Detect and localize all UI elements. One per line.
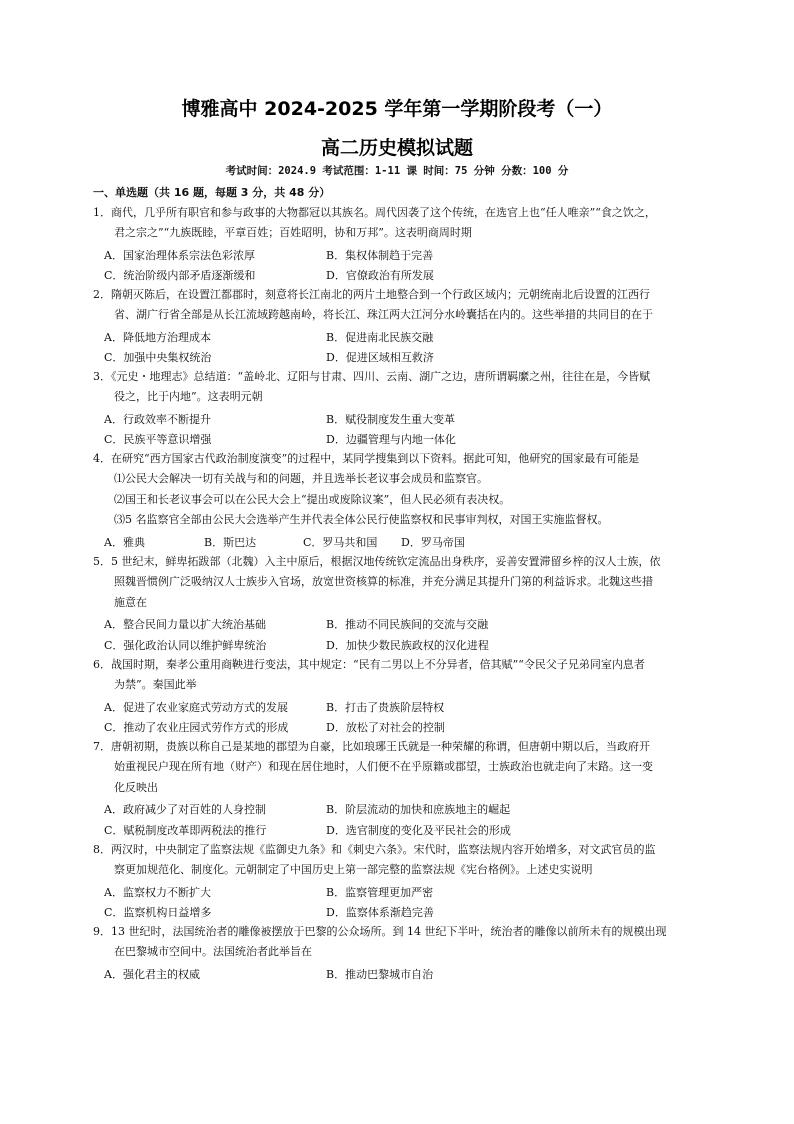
question-7-option-d: D．选官制度的变化及平民社会的形成: [326, 824, 511, 837]
question-4-option-b: B．斯巴达: [204, 536, 257, 549]
section-title: 一、单选题（共 16 题，每题 3 分，共 48 分）: [93, 186, 331, 199]
question-3-option-d: D．边疆管理与内地一体化: [326, 433, 456, 446]
question-8-option-d: D．监察体系渐趋完善: [326, 906, 434, 919]
question-4-option-d: D．罗马帝国: [401, 536, 465, 549]
question-2-option-d: D．促进区域相互救济: [326, 351, 434, 364]
question-5-option-c: C．强化政治认同以维护鲜卑统治: [104, 639, 267, 652]
question-1-option-a: A．国家治理体系宗法色彩浓厚: [104, 249, 255, 262]
question-5-option-b: B．推动不同民族间的交流与交融: [326, 618, 489, 631]
question-6-option-d: D．放松了对社会的控制: [326, 721, 445, 734]
question-4-option-c: C．罗马共和国: [303, 536, 378, 549]
question-2-option-b: B．促进南北民族交融: [326, 331, 434, 344]
question-5-line-3: 施意在: [114, 596, 147, 609]
question-1-line-2: 君之宗之”“九族既睦，平章百姓；百姓昭明，协和万邦”。这表明商周时期: [114, 226, 472, 239]
question-7-line-1: 7．唐朝初期，贵族以称自己是某地的郡望为自豪，比如琅琊王氏就是一种荣耀的称谓，但唐朝中期以后，当政府开: [93, 740, 650, 753]
question-8-option-c: C．监察机构日益增多: [104, 906, 212, 919]
question-8-line-1: 8．两汉时，中央制定了监察法规《监御史九条》和《刺史六条》。宋代时，监察法规内容开始增多，对文武官员的监: [93, 843, 656, 856]
question-1-option-c: C．统治阶级内部矛盾逐渐缓和: [104, 269, 256, 282]
question-2-option-c: C．加强中央集权统治: [104, 351, 212, 364]
question-3-line-2: 役之，比于内地”。这表明元朝: [114, 390, 263, 403]
question-1-option-d: D．官僚政治有所发展: [326, 269, 434, 282]
exam-meta: 考试时间：2024.9 考试范围：1-11 课 时间：75 分钟 分数：100 分: [225, 165, 569, 177]
question-8-option-b: B．监察管理更加严密: [326, 886, 434, 899]
question-3-line-1: 3．《元史・地理志》总结道：“盖岭北、辽阳与甘肃、四川、云南、湖广之边，唐所谓羁縻之州，往往在是，今皆赋: [93, 370, 651, 383]
question-2-line-1: 2．隋朝灭陈后，在设置江都郡时，刻意将长江南北的两片土地整合到一个行政区域内；元朝统南北后设置的江西行: [93, 288, 650, 301]
question-3-option-a: A．行政效率不断提升: [104, 413, 211, 426]
question-6-option-a: A．促进了农业家庭式劳动方式的发展: [104, 701, 288, 714]
question-4-material-1: ⑴公民大会解决一切有关战与和的问题，并且选举长老议事会成员和监察官。: [114, 472, 488, 485]
question-8-line-2: 察更加规范化、制度化。元朝制定了中国历史上第一部完整的监察法规《宪台格例》。上述史实说明: [114, 863, 593, 876]
question-4-material-2: ⑵国王和长老议事会可以在公民大会上“提出或废除议案”，但人民必须有表决权。: [114, 493, 511, 506]
question-4-option-a: A．雅典: [104, 536, 145, 549]
question-7-line-3: 化反映出: [114, 781, 158, 794]
question-5-line-1: 5．5 世纪末，鲜卑拓跋部（北魏）入主中原后，根据汉地传统钦定流品出身秩序，妥善安置滞留乡梓的汉人士族，依: [93, 555, 661, 568]
question-6-line-2: 为禁”。秦国此举: [114, 678, 197, 691]
question-7-line-2: 始重视民户现在所有地（财产）和现在居住地时，人们便不在乎原籍或郡望，士族政治也就走向了末路。这一变: [114, 760, 653, 773]
question-9-option-b: B．推动巴黎城市自治: [326, 968, 434, 981]
exam-title: 博雅高中 2024-2025 学年第一学期阶段考（一）: [181, 98, 613, 120]
question-2-line-2: 省、湖广行省全部是从长江流域跨越南岭，将长江、珠江两大江河分水岭囊括在内的。这些举措的共同目的在于: [114, 308, 653, 321]
question-9-line-1: 9．13 世纪时，法国统治者的雕像被摆放于巴黎的公众场所。到 14 世纪下半叶，统治者的雕像以前所未有的规模出现: [93, 925, 667, 938]
question-4-line-1: 4．在研究“西方国家古代政治制度演变”的过程中，某同学搜集到以下资料。据此可知，他研究的国家最有可能是: [93, 452, 640, 465]
question-6-option-c: C．推动了农业庄园式劳作方式的形成: [104, 721, 289, 734]
exam-subtitle: 高二历史模拟试题: [320, 137, 473, 159]
question-5-option-a: A．整合民间力量以扩大统治基础: [104, 618, 266, 631]
question-5-option-d: D．加快少数民族政权的汉化进程: [326, 639, 489, 652]
question-1-line-1: 1．商代，几乎所有职官和参与政事的大物都冠以其族名。周代因袭了这个传统，在选官上也“任人唯亲”“食之饮之，: [93, 206, 656, 219]
question-2-option-a: A．降低地方治理成本: [104, 331, 211, 344]
question-9-line-2: 在巴黎城市空间中。法国统治者此举旨在: [114, 945, 312, 958]
question-3-option-c: C．民族平等意识增强: [104, 433, 212, 446]
question-9-option-a: A．强化君主的权威: [104, 968, 200, 981]
question-1-option-b: B．集权体制趋于完善: [326, 249, 434, 262]
question-5-line-2: 照魏晋惯例广泛吸纳汉人士族步入官场，放宽世资核算的标准，并充分满足其提升门第的利益诉求。北魏这些措: [114, 575, 653, 588]
question-6-option-b: B．打击了贵族阶层特权: [326, 701, 445, 714]
question-7-option-a: A．政府减少了对百姓的人身控制: [104, 803, 266, 816]
question-6-line-1: 6．战国时期，秦孝公重用商鞅进行变法，其中规定：“民有二男以上不分异者，倍其赋”“令民父子兄弟同室内息者: [93, 658, 645, 671]
question-8-option-a: A．监察权力不断扩大: [104, 886, 211, 899]
question-4-material-3: ⑶5 名监察官全部由公民大会选举产生并代表全体公民行使监察权和民事审判权，对国王实施监督权。: [114, 513, 609, 526]
question-7-option-c: C．赋税制度改革即两税法的推行: [104, 824, 267, 837]
question-3-option-b: B．赋役制度发生重大变革: [326, 413, 456, 426]
question-7-option-b: B．阶层流动的加快和庶族地主的崛起: [326, 803, 511, 816]
